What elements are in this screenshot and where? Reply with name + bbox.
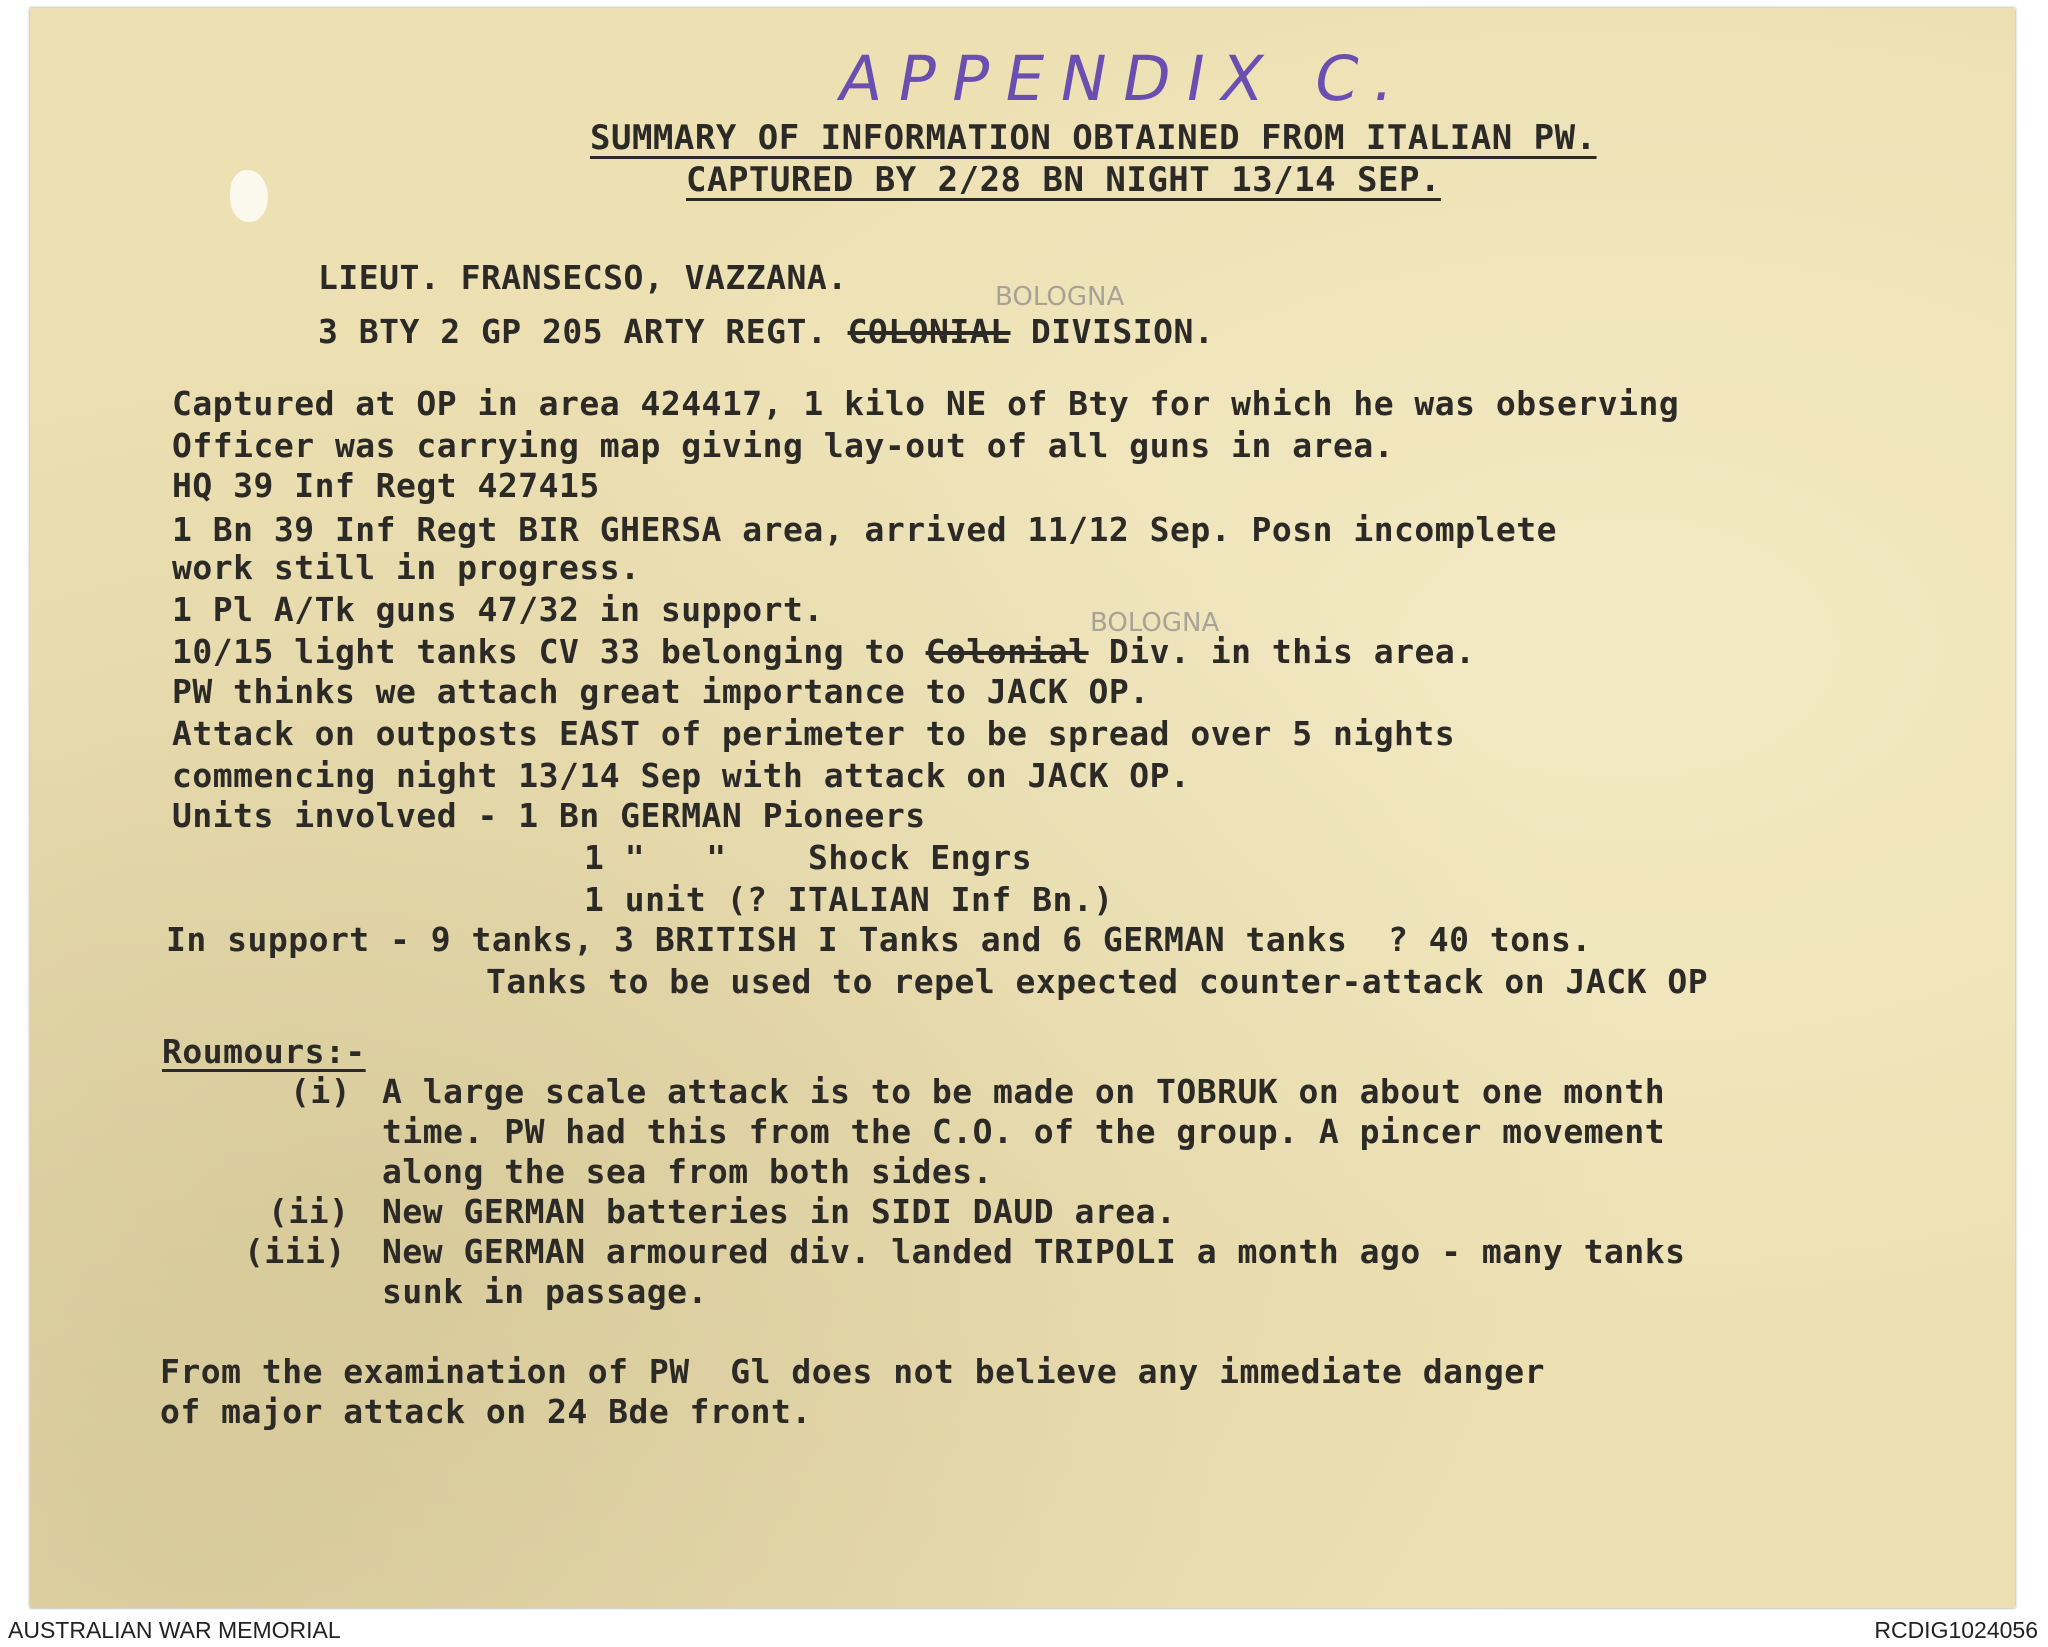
support-line-2: Tanks to be used to repel expected counter-attack on JACK OP: [486, 962, 1709, 1001]
tanks-prefix: 10/15 light tanks CV 33 belonging to: [172, 632, 926, 671]
rumour-1-number: (i): [290, 1072, 352, 1111]
officer-unit: [318, 312, 1214, 351]
footer-record-id: RCDIG1024056: [1874, 1617, 2038, 1643]
officer-unit-prefix: 3 BTY 2 GP 205 ARTY REGT.: [318, 312, 848, 351]
units-line-2: 1 " " Shock Engrs: [584, 838, 1033, 877]
officer-unit-struck: COLONIAL: [847, 312, 1011, 351]
tanks-suffix: Div. in this area.: [1088, 632, 1476, 671]
support-line-1: In support - 9 tanks, 3 BRITISH I Tanks and 6 GERMAN tanks ? 40 tons.: [166, 920, 1592, 959]
units-line-1: Units involved - 1 Bn GERMAN Pioneers: [172, 796, 926, 835]
tanks-struck: Colonial: [925, 632, 1089, 671]
header-line-2: CAPTURED BY 2/28 BN NIGHT 13/14 SEP.: [686, 160, 1441, 200]
rumour-1-line-2: time. PW had this from the C.O. of the group. A pincer movement: [382, 1112, 1666, 1151]
body-line-4: 1 Bn 39 Inf Regt BIR GHERSA area, arrived 11/12 Sep. Posn incomplete: [172, 510, 1558, 549]
conclusion-line-1: From the examination of PW Gl does not believe any immediate danger: [160, 1352, 1546, 1391]
footer-archive-name: AUSTRALIAN WAR MEMORIAL: [8, 1617, 341, 1643]
rumours-heading: Roumours:-: [162, 1032, 366, 1071]
body-line-6: 1 Pl A/Tk guns 47/32 in support.: [172, 590, 824, 629]
rumour-2-line-1: New GERMAN batteries in SIDI DAUD area.: [382, 1192, 1177, 1231]
body-line-8: PW thinks we attach great importance to JACK OP.: [172, 672, 1150, 711]
body-line-3: HQ 39 Inf Regt 427415: [172, 466, 600, 505]
header-line-1: SUMMARY OF INFORMATION OBTAINED FROM ITALIAN PW.: [590, 118, 1597, 158]
rumour-3-line-2: sunk in passage.: [382, 1272, 708, 1311]
rumour-1-line-1: A large scale attack is to be made on TOBRUK on about one month: [382, 1072, 1666, 1111]
rumour-3-number: (iii): [244, 1232, 346, 1271]
officer-unit-suffix: DIVISION.: [1010, 312, 1215, 351]
officer-name: LIEUT. FRANSECSO, VAZZANA.: [318, 258, 848, 297]
body-line-1: Captured at OP in area 424417, 1 kilo NE of Bty for which he was observing: [172, 384, 1680, 423]
archive-footer: [0, 1610, 2048, 1647]
body-line-2: Officer was carrying map giving lay-out of all guns in area.: [172, 426, 1395, 465]
body-line-10: commencing night 13/14 Sep with attack on JACK OP.: [172, 756, 1191, 795]
officer-unit-pencil-correction: BOLOGNA: [995, 282, 1125, 312]
rumour-3-line-1: New GERMAN armoured div. landed TRIPOLI a month ago - many tanks: [382, 1232, 1686, 1271]
appendix-annotation: APPENDIX C.: [833, 42, 1417, 115]
rumour-1-line-3: along the sea from both sides.: [382, 1152, 994, 1191]
tanks-pencil-correction: BOLOGNA: [1090, 608, 1220, 638]
paper-hole: [230, 170, 268, 222]
conclusion-line-2: of major attack on 24 Bde front.: [160, 1392, 812, 1431]
body-line-9: Attack on outposts EAST of perimeter to be spread over 5 nights: [172, 714, 1456, 753]
body-tanks-line: [172, 632, 1476, 671]
body-line-5: work still in progress.: [172, 548, 641, 587]
units-line-3: 1 unit (? ITALIAN Inf Bn.): [584, 880, 1114, 919]
rumour-2-number: (ii): [268, 1192, 350, 1231]
